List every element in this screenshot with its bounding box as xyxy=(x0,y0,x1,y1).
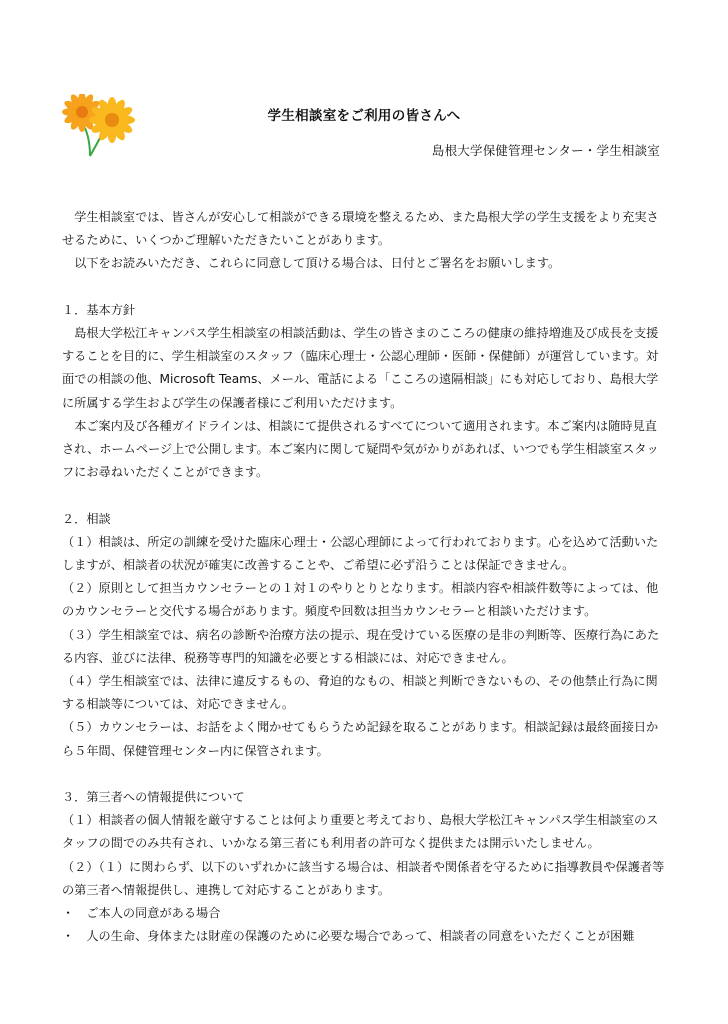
list-item: （１）相談は、所定の訓練を受けた臨床心理士・公認心理師によって行われております。心を込めて活動いたしますが、相談者の状況が確実に改善することや、ご希望に必ず沿うことは保証できません。 xyxy=(62,534,659,573)
section-heading: １．基本方針 xyxy=(62,302,136,317)
section-heading: ２．相談 xyxy=(62,511,111,526)
section-paragraph: 島根大学松江キャンパス学生相談室の相談活動は、学生の皆さまのこころの健康の維持増進及び成長を支援することを目的に、学生相談室のスタッフ（臨床心理士・公認心理師・医師・保健師）が運営しています。対面での相談の他、Microsoft Teams、メール、電話による「こころの遠隔相談」にも対応しており、島根大学に所属する学生および学生の保護者様にご利用いただけます。 xyxy=(62,326,659,410)
list-item: （３）学生相談室では、病名の診断や治療方法の提示、現在受けている医療の是非の判断等、医療行為にあたる内容、並びに法律、税務等専門的知識を必要とする相談には、対応できません。 xyxy=(62,627,660,665)
bullet-item: ・ 人の生命、身体または財産の保護のために必要な場合であって、相談者の同意をいただくことが困難 xyxy=(62,929,635,944)
document-title: 学生相談室をご利用の皆さんへ xyxy=(267,108,461,124)
intro-paragraph: 以下をお読みいただき、これらに同意して頂ける場合は、日付とご署名をお願いします。 xyxy=(74,256,561,271)
section-heading: ３．第三者への情報提供について xyxy=(62,790,245,805)
intro-paragraph: 学生相談室では、皆さんが安心して相談ができる環境を整えるため、また島根大学の学生支援をより充実させるために、いくつかご理解いただきたいことがあります。 xyxy=(62,210,659,248)
organization-name: 島根大学保健管理センター・学生相談室 xyxy=(431,143,660,158)
list-item: （４）学生相談室では、法律に違反するもの、脅迫的なもの、相談と判断できないもの、その他禁止行為に関する相談等については、対応できません。 xyxy=(62,674,658,712)
bullet-item: ・ ご本人の同意がある場合 xyxy=(62,906,221,921)
list-item: （５）カウンセラーは、お話をよく聞かせてもらうため記録を取ることがあります。相談記録は最終面接日から５年間、保健管理センター内に保管されます。 xyxy=(62,720,659,758)
list-item: （２）原則として担当カウンセラーとの１対１のやりとりとなります。相談内容や相談件数等によっては、他のカウンセラーと交代する場合があります。頻度や回数は担当カウンセラーと相談いただけます。 xyxy=(62,581,659,619)
section-paragraph: 本ご案内及び各種ガイドラインは、相談にて提供されるすべてについて適用されます。本ご案内は随時見直され、ホームページ上で公開します。本ご案内に関して疑問や気がかりがあれば、いつでも学生相談室スタッフにお尋ねいただくことができます。 xyxy=(62,418,659,480)
list-item: （１）相談者の個人情報を厳守することは何より重要と考えており、島根大学松江キャンパス学生相談室のスタッフの間でのみ共有され、いかなる第三者にも利用者の許可なく提供または開示いたしません。 xyxy=(62,813,659,851)
document-body xyxy=(62,206,667,948)
list-item: （２）（１）に関わらず、以下のいずれかに該当する場合は、相談者や関係者を守るために指導教員や保護者等の第三者へ情報提供し、連携して対応することがあります。 xyxy=(62,859,665,897)
